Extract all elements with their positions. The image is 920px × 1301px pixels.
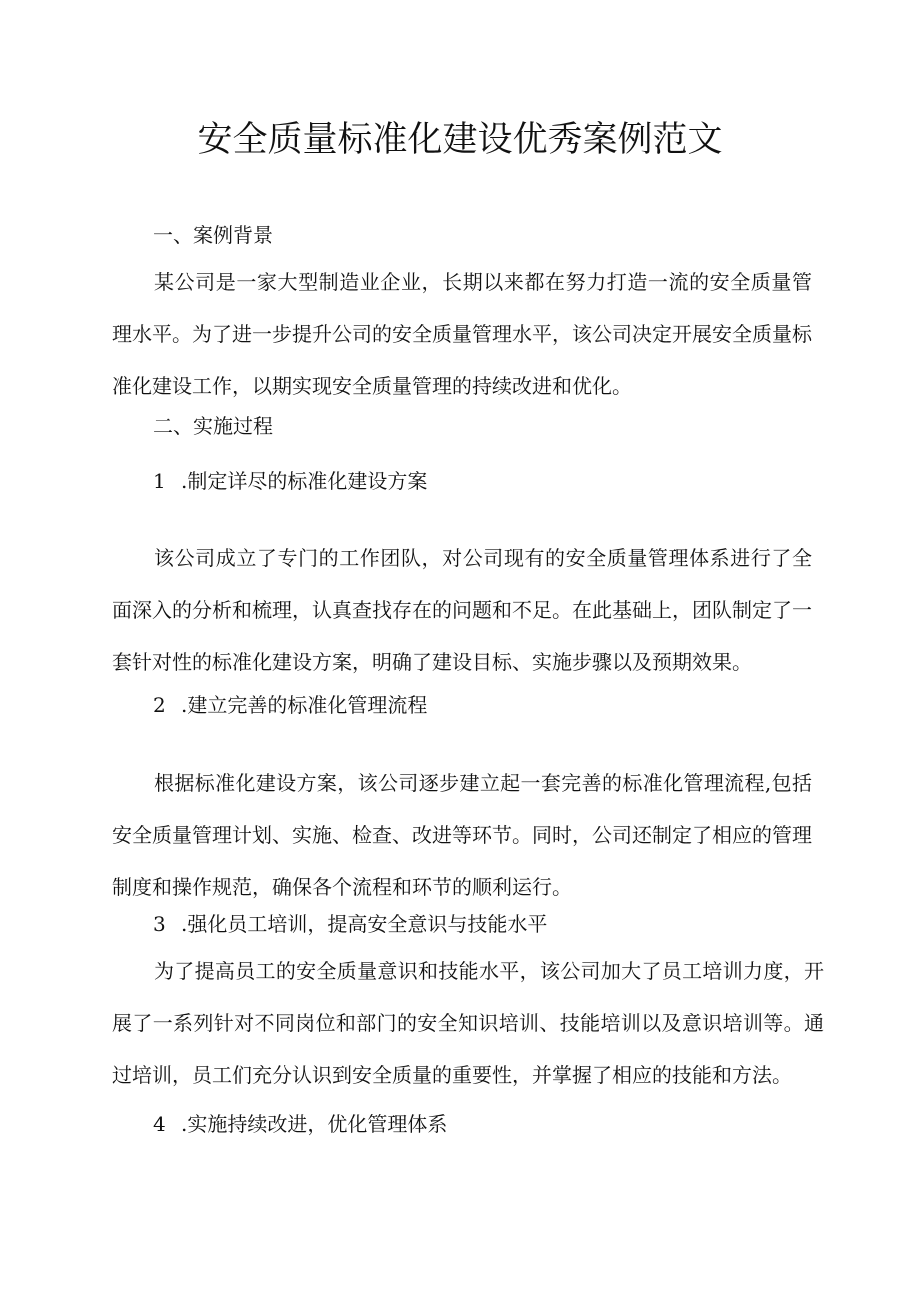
item-title-4: .实施持续改进，优化管理体系: [181, 1112, 448, 1136]
item-number-1: 1: [153, 469, 166, 493]
item-number-3: 3: [153, 912, 166, 936]
document-title: 安全质量标准化建设优秀案例范文: [197, 120, 723, 160]
paragraph-item-3: 为了提高员工的安全质量意识和技能水平，该公司加大了员工培训力度，开展了一系列针对不同岗位和部门的安全知识培训、技能培训以及意识培训等。通过培训，员工们充分认识到安全质量的重要性，并掌握了相应的技能和方法。: [112, 959, 824, 1087]
paragraph-item-2: 根据标准化建设方案，该公司逐步建立起一套完善的标准化管理流程,包括安全质量管理计划、实施、检查、改进等环节。同时，公司还制定了相应的管理制度和操作规范，确保各个流程和环节的顺利运行。: [112, 771, 812, 899]
section-heading-process: 二、实施过程: [153, 414, 273, 438]
item-heading-4: [153, 1110, 447, 1138]
item-number-2: 2: [153, 693, 166, 717]
paragraph-background: 某公司是一家大型制造业企业，长期以来都在努力打造一流的安全质量管理水平。为了进一步提升公司的安全质量管理水平，该公司决定开展安全质量标准化建设工作，以期实现安全质量管理的持续改进和优化。: [112, 270, 812, 398]
item-title-2: .建立完善的标准化管理流程: [181, 693, 428, 717]
item-number-4: 4: [153, 1112, 166, 1136]
item-heading-3: [153, 910, 547, 938]
item-title-1: .制定详尽的标准化建设方案: [181, 469, 428, 493]
item-title-3: .强化员工培训，提高安全意识与技能水平: [181, 912, 548, 936]
paragraph-item-1: 该公司成立了专门的工作团队，对公司现有的安全质量管理体系进行了全面深入的分析和梳理，认真查找存在的问题和不足。在此基础上，团队制定了一套针对性的标准化建设方案，明确了建设目标、实施步骤以及预期效果。: [112, 546, 812, 674]
section-heading-background: 一、案例背景: [153, 223, 273, 247]
item-heading-2: [153, 691, 427, 719]
item-heading-1: [153, 467, 427, 495]
